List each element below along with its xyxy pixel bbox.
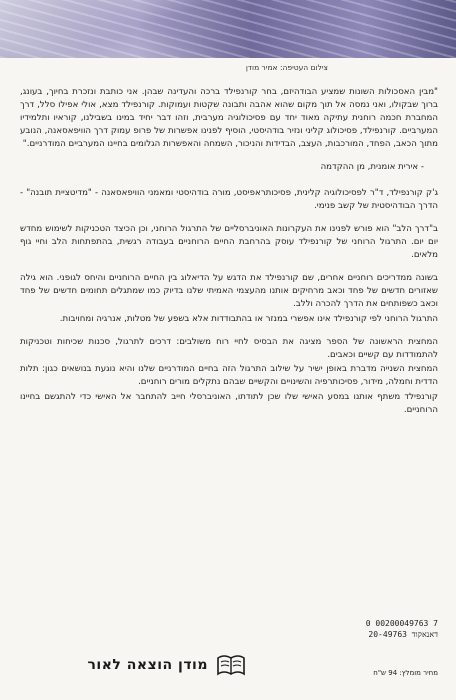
isbn-number: 0 00200049763 7 xyxy=(365,619,438,628)
book-focus: בשונה ממדריכים רוחניים אחרים, שם קורנפילד את הדגש על הדיאלוג בין החיים הרוחניים והיחס לגופני. הוא גילה שאזורים חדשים של פחד וכאב מרחיקים אותנו מהעצמי האמיתי שלנו בדיוק כמו שמתגלים תחומים חדשים של פחד וכאב כשפותחים את הדרך להכרה וללב. xyxy=(20,272,438,309)
catalog-number: דאנאקוד 20-49763 xyxy=(368,630,438,639)
book-description: ב"דרך הלב" הוא פורש לפנינו את העקרונות האוניברסליים של התרגול הרוחני, וכן הכיצד הטכניקות לשימוש מחדש יום יום. התרגול הרוחני של קורנפילד עוסק בהרחבת החיים הרוחניים בעבודה רגשית, בהתפתחות הלב וחיי גוף מלאים. xyxy=(20,224,438,261)
author-bio: ג'ק קורנפילד, ד"ר לפסיכולוגיה קלינית, פסיכותראפיסט, מורה בודהיסטי ומאמני הוויפאסאנה - "מדיטציית תובנה" - הדרך הבודהיסטית של קשב פנימי. xyxy=(20,188,438,212)
first-half-summary: המחצית הראשונה של הספר מציגה את הבסיס לחיי רוח משולבים: דרכים לתרגול, סכנות שכיחות וטכניקות להתמודדות עם קשיים וכאבים. xyxy=(20,336,438,360)
book-focus-2: התרגול הרוחני לפי קורנפילד אינו אפשרי במנזר או בהתבודדות אלא בשפע של מטלות, אנרגיה ומחויבות. xyxy=(59,313,438,324)
open-book-icon xyxy=(216,652,246,678)
intro-quote: "מבין האסכולות השונות שמציע הבודהיזם, בחר קורנפילד ברכה והעדינה שבהן. אני כותבת ונזכרת בחיוך, בעונג, ברוך שבקולו, ואני נמסה אל תוך מקום שהוא אהבה ותבונה שקטות ועמוקות. קורנפילד מצא, אולי אפילו סלל, דרך המחברת חכמה רוחנית עתיקה מאוד יחד עם פסיכולוגיה מערבית, וזהו דבר יחיד במינו בשבילנו, קוראיו ותלמידיו המערביים. קורנפילד, פסיכולוג קליני ונזיר בודהיסטי, הוסיף לפנינו אפשרות של פרופ עמוק דרך הוויפאסאנה, הנובע מתוך הכאב, הפחד, המורכבות, העצב, הבדידות והניכור, השמחה והאפשרות הגלומים בחיינו המערביים המודרניים." xyxy=(20,87,438,149)
photo-credit: צילום העטיפה: אמיר מודן xyxy=(245,63,328,72)
back-cover-text xyxy=(20,86,438,427)
quote-attribution: - אירית אומנית, מן ההקדמה xyxy=(320,161,424,172)
second-half-summary: המחצית השנייה מדברת באופן ישיר על שילוב התרגול הזה בחיים המודרניים שלנו והיא נוגעת בנושאים כגון: תלות הדדית וחמלה, מידור, פסיכותרפיה והשינויים והקשיים שבהם נתקלים מורים רוחניים. xyxy=(20,364,438,388)
publisher-name: מודן הוצאה לאור xyxy=(87,657,208,673)
cover-photo xyxy=(0,0,456,58)
price-label: מחיר מומלץ: 94 ש"ח xyxy=(373,669,438,677)
barcode-block xyxy=(288,618,438,679)
closing-paragraph: קורנפילד משתף אותנו במסע האישי שלו שכן לתודתו, האוניברסלי חייב להתחבר אל האישי כדי להתגשם בחיינו הרוחניים. xyxy=(20,392,438,416)
publisher-block xyxy=(56,650,246,680)
